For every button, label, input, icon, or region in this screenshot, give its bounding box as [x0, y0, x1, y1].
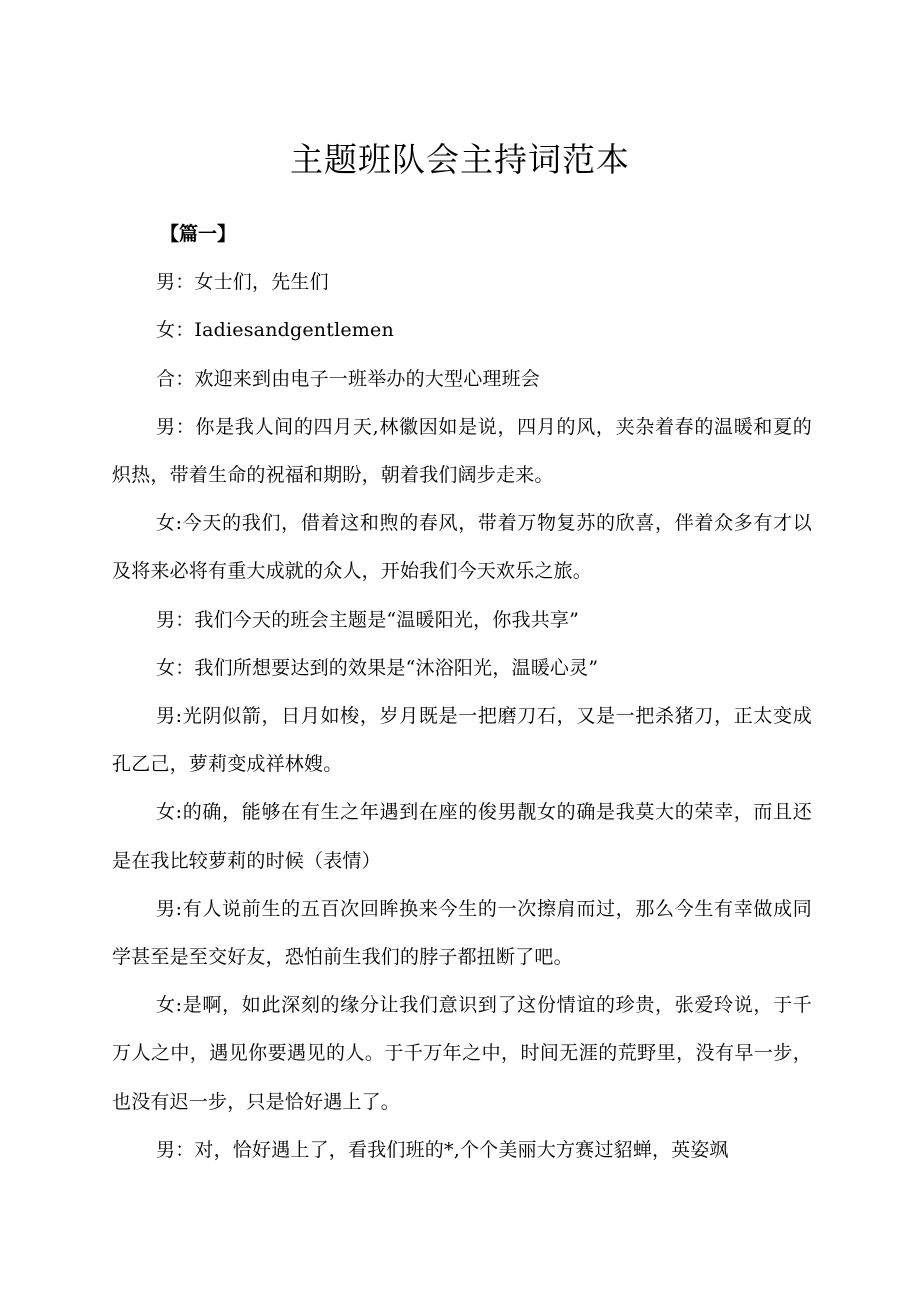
dialogue-paragraph: 男：我们今天的班会主题是“温暖阳光，你我共享” [156, 608, 580, 631]
section-heading: 【篇一】 [160, 223, 237, 245]
dialogue-paragraph: 男：你是我人间的四月天,林徽因如是说，四月的风，夹杂着春的温暖和夏的炽热，带着生命的祝福和期盼，朝着我们阔步走来。 [112, 415, 812, 487]
document-body [112, 210, 812, 1174]
document-title: 主题班队会主持词范本 [290, 140, 630, 180]
dialogue-paragraph: 男:光阴似箭，日月如梭，岁月既是一把磨刀石，又是一把杀猪刀，正太变成孔乙己，萝莉变成祥林嫂。 [112, 705, 812, 776]
dialogue-paragraph: 女：Iadiesandgentlemen [156, 319, 394, 342]
dialogue-paragraph: 合：欢迎来到由电子一班举办的大型心理班会 [156, 367, 541, 390]
dialogue-paragraph: 女:今天的我们，借着这和煦的春风，带着万物复苏的欣喜，伴着众多有才以及将来必将有重大成就的众人，开始我们今天欢乐之旅。 [112, 512, 812, 583]
dialogue-paragraph: 男:有人说前生的五百次回眸换来今生的一次擦肩而过，那么今生有幸做成同学甚至是至交好友，恐怕前生我们的脖子都扭断了吧。 [112, 897, 812, 969]
dialogue-paragraph: 男：对，恰好遇上了，看我们班的*,个个美丽大方赛过貂蝉，英姿飒 [156, 1138, 729, 1161]
dialogue-paragraph: 男：女士们，先生们 [156, 271, 329, 294]
dialogue-paragraph: 女:的确，能够在有生之年遇到在座的俊男靓女的确是我莫大的荣幸，而且还是在我比较萝莉的时候（表情） [112, 801, 812, 872]
dialogue-paragraph: 女：我们所想要达到的效果是“沐浴阳光，温暖心灵” [156, 656, 599, 679]
dialogue-paragraph: 女:是啊，如此深刻的缘分让我们意识到了这份情谊的珍贵，张爱玲说，于千万人之中，遇见你要遇见的人。于千万年之中，时间无涯的荒野里，没有早一步，也没有迟一步，只是恰好遇上了。 [112, 994, 812, 1113]
